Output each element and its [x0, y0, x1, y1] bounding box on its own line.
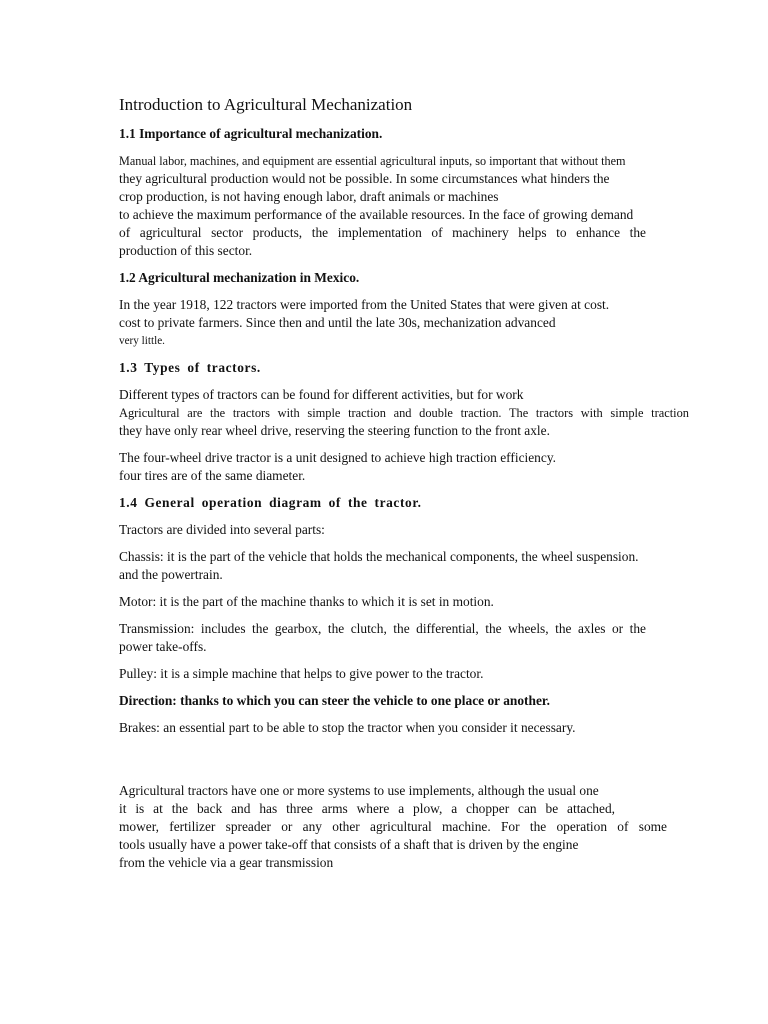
document-title: Introduction to Agricultural Mechanization: [119, 95, 413, 114]
text-line: Brakes: an essential part to be able to stop the tractor when you consider it necessary.: [119, 720, 576, 735]
pulley-paragraph: [119, 665, 699, 683]
text-line: tools usually have a power take-off that consists of a shaft that is driven by the engine: [119, 837, 579, 852]
text-line: Agricultural are the tractors with simple traction and double traction. The tractors with simple traction: [119, 406, 689, 420]
text-line: Transmission: includes the gearbox, the clutch, the differential, the wheels, the axles or the: [119, 621, 646, 636]
text-line: of agricultural sector products, the implementation of machinery helps to enhance the: [119, 225, 646, 240]
brakes-paragraph: [119, 719, 699, 737]
text-line: Pulley: it is a simple machine that helps to give power to the tractor.: [119, 666, 484, 681]
section-1-1-paragraph: [119, 152, 699, 260]
spacer: [119, 746, 699, 782]
transmission-paragraph: [119, 620, 699, 656]
section-heading-1-3: 1.3 Types of tractors.: [119, 360, 261, 375]
tractor-parts-intro: [119, 521, 699, 539]
text-line: production of this sector.: [119, 243, 253, 258]
text-line: cost to private farmers. Since then and until the late 30s, mechanization advanced: [119, 315, 556, 330]
text-line: Motor: it is the part of the machine thanks to which it is set in motion.: [119, 594, 494, 609]
section-heading-1-4: 1.4 General operation diagram of the tractor.: [119, 495, 422, 510]
text-line: Different types of tractors can be found for different activities, but for work: [119, 387, 524, 402]
text-line: and the powertrain.: [119, 567, 223, 582]
text-line: very little.: [119, 335, 165, 347]
chassis-paragraph: [119, 548, 699, 584]
motor-paragraph: [119, 593, 699, 611]
text-line: four tires are of the same diameter.: [119, 468, 306, 483]
closing-paragraph: [119, 782, 699, 872]
text-line: from the vehicle via a gear transmission: [119, 855, 334, 870]
section-1-3-paragraph-2: [119, 449, 699, 485]
text-line: they agricultural production would not be possible. In some circumstances what hinders the: [119, 171, 610, 186]
section-heading-1-1: 1.1 Importance of agricultural mechanization.: [119, 126, 383, 141]
document-page: [119, 94, 699, 881]
text-line: crop production, is not having enough labor, draft animals or machines: [119, 189, 499, 204]
text-line: power take-offs.: [119, 639, 207, 654]
text-line: it is at the back and has three arms where a plow, a chopper can be attached,: [119, 801, 615, 816]
text-line: mower, fertilizer spreader or any other agricultural machine. For the operation of some: [119, 819, 667, 834]
section-1-3-paragraph-1: [119, 386, 699, 440]
section-1-2-paragraph: [119, 296, 699, 350]
text-line: they have only rear wheel drive, reserving the steering function to the front axle.: [119, 423, 550, 438]
section-heading-1-2: 1.2 Agricultural mechanization in Mexico.: [119, 270, 360, 285]
text-line: to achieve the maximum performance of the available resources. In the face of growing demand: [119, 207, 634, 222]
text-line: Chassis: it is the part of the vehicle that holds the mechanical components, the wheel suspension.: [119, 549, 639, 564]
text-line: In the year 1918, 122 tractors were imported from the United States that were given at cost.: [119, 297, 610, 312]
text-line: Manual labor, machines, and equipment are essential agricultural inputs, so important that without them: [119, 154, 626, 168]
text-line: Agricultural tractors have one or more systems to use implements, although the usual one: [119, 783, 599, 798]
text-line: The four-wheel drive tractor is a unit designed to achieve high traction efficiency.: [119, 450, 556, 465]
direction-paragraph: Direction: thanks to which you can steer the vehicle to one place or another.: [119, 693, 550, 708]
text-line: Tractors are divided into several parts:: [119, 522, 325, 537]
